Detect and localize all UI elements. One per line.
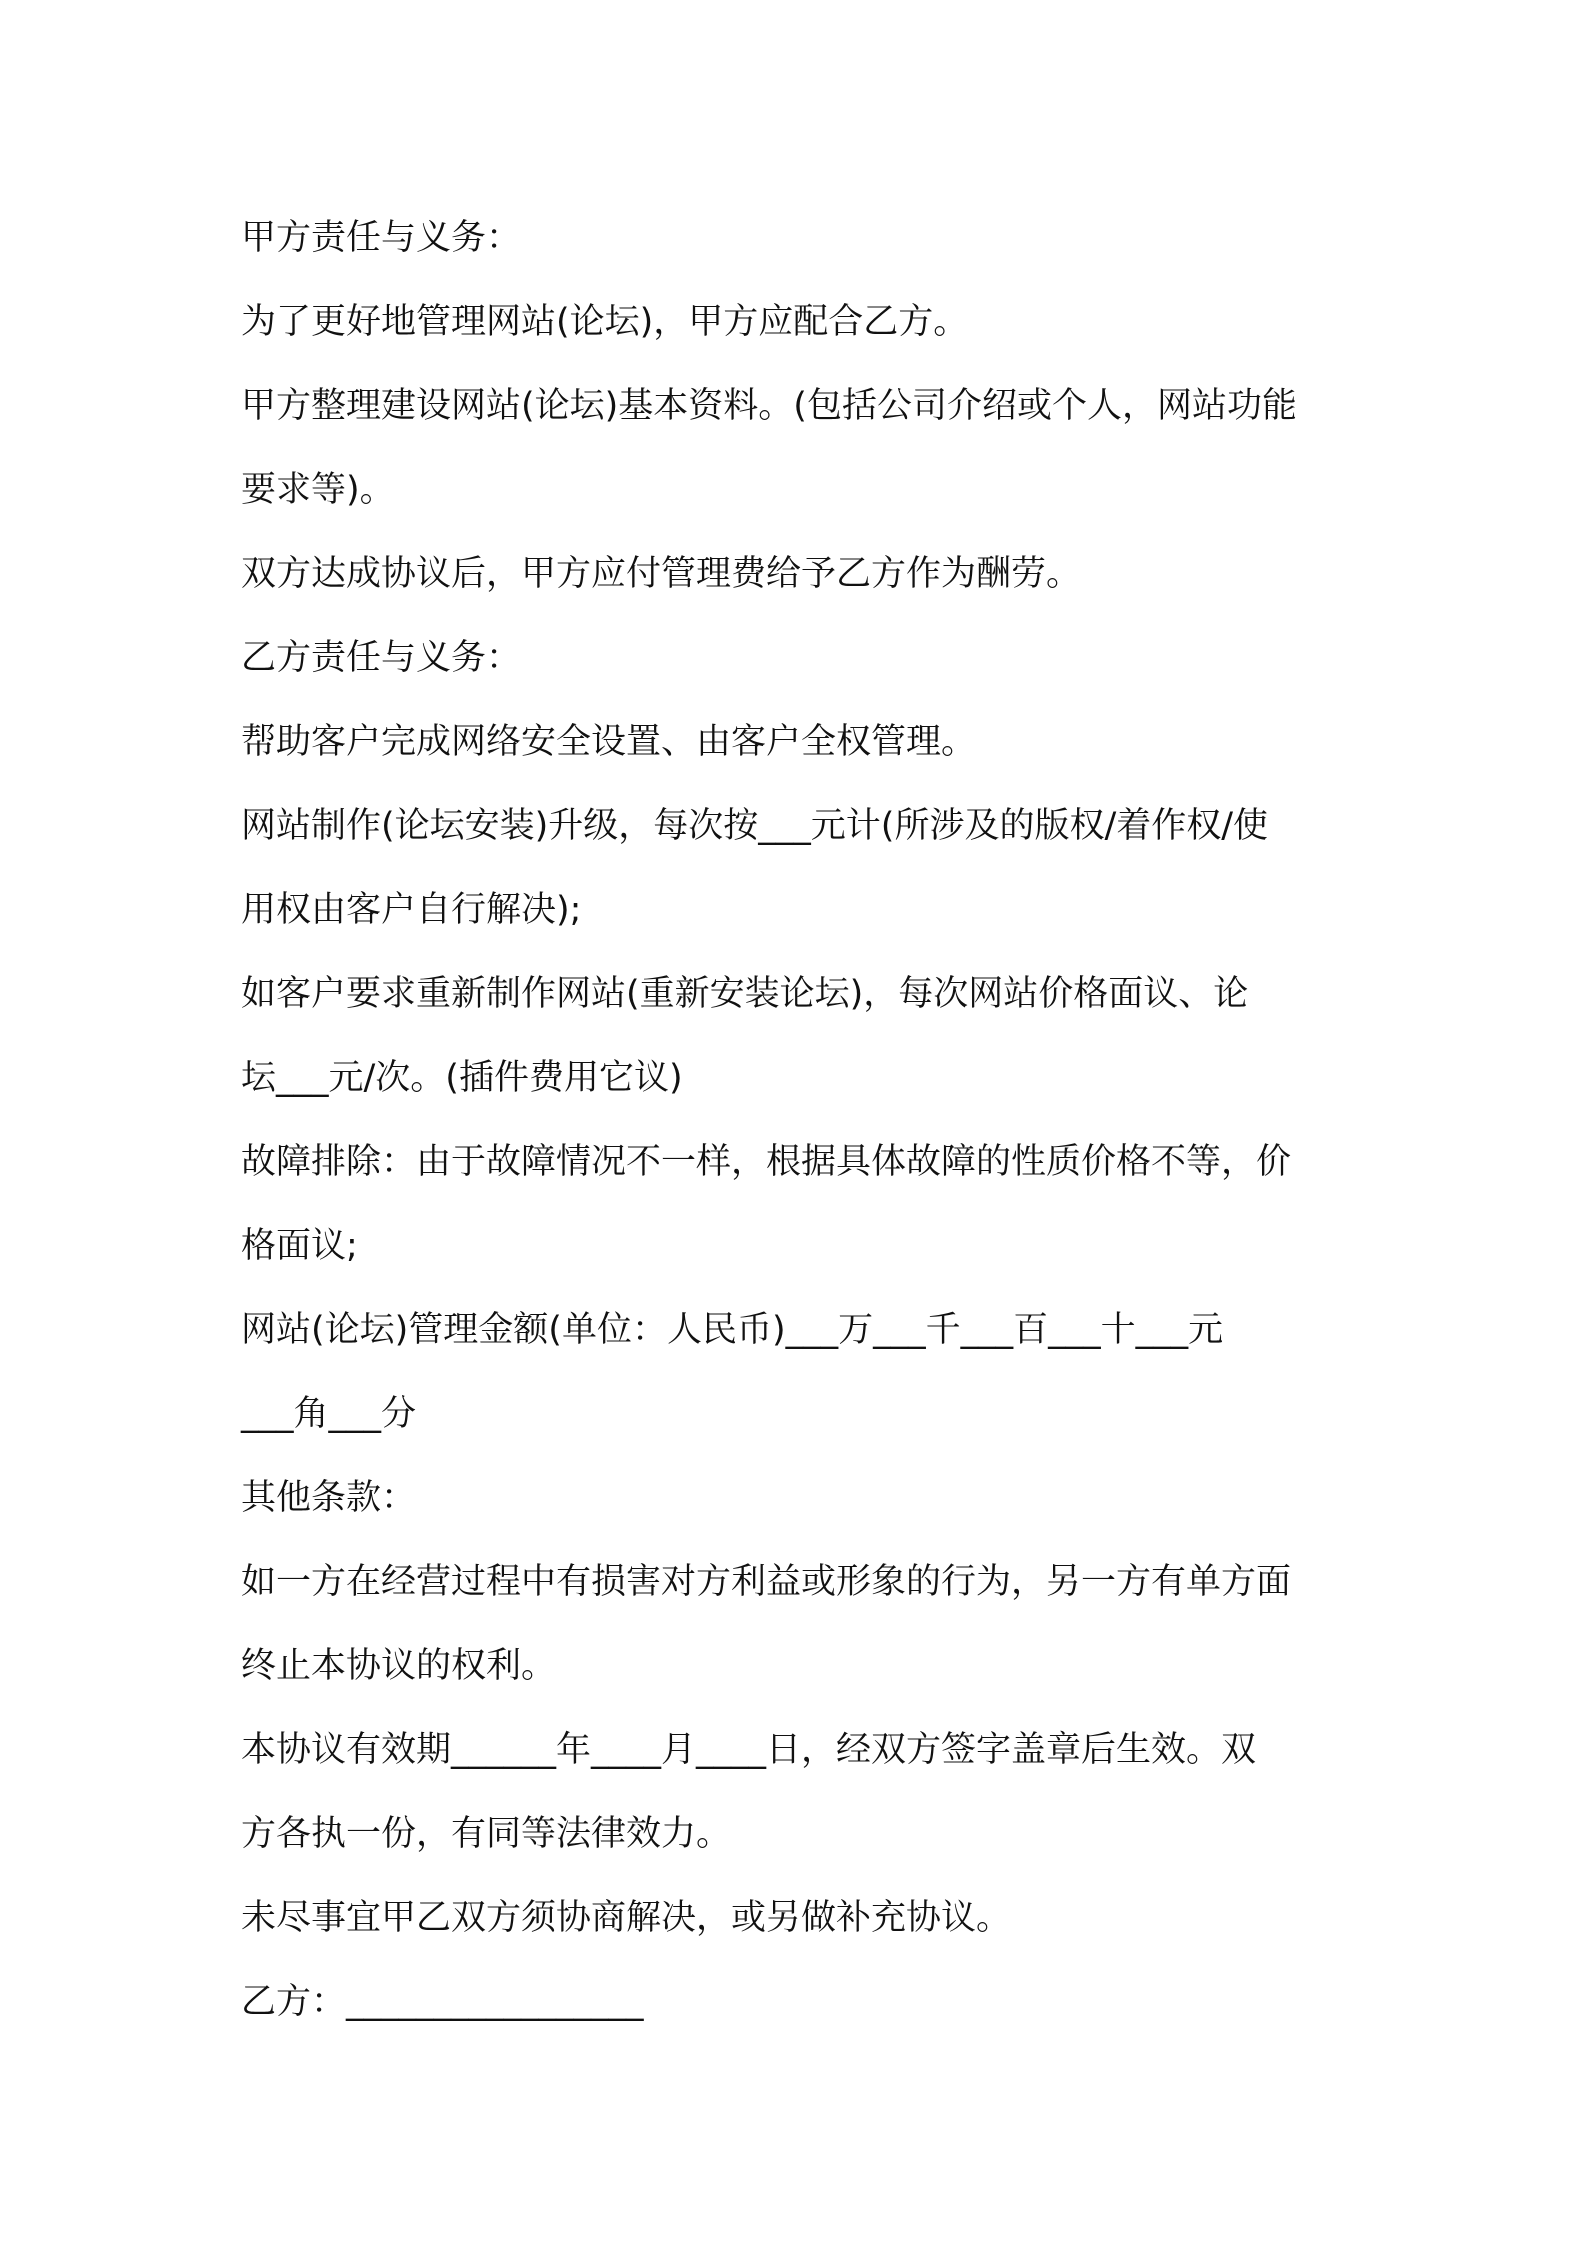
document-body [241, 196, 1361, 2044]
paragraph-line: 甲方整理建设网站(论坛)基本资料。(包括公司介绍或个人，网站功能 [241, 386, 1297, 426]
paragraph-line: 本协议有效期______年____月____日，经双方签字盖章后生效。双 [241, 1730, 1257, 1770]
paragraph-line: 如客户要求重新制作网站(重新安装论坛)，每次网站价格面议、论 [241, 974, 1249, 1014]
section-heading-other-terms: 其他条款： [241, 1478, 417, 1518]
paragraph-line: 格面议; [241, 1226, 358, 1266]
section-heading-party-a: 甲方责任与义务： [241, 218, 522, 258]
paragraph-line: 要求等)。 [241, 470, 395, 510]
paragraph-line: 用权由客户自行解决); [241, 890, 582, 930]
signature-line-party-b: 乙方：_________________ [241, 1982, 644, 2022]
paragraph-line: 帮助客户完成网络安全设置、由客户全权管理。 [241, 722, 977, 762]
paragraph-line: 故障排除：由于故障情况不一样，根据具体故障的性质价格不等，价 [241, 1142, 1292, 1182]
paragraph-line: 坛___元/次。(插件费用它议) [241, 1058, 683, 1098]
paragraph-line: ___角___分 [241, 1394, 417, 1434]
paragraph-line: 网站制作(论坛安装)升级，每次按___元计(所涉及的版权/着作权/使 [241, 806, 1269, 846]
paragraph-line: 方各执一份，有同等法律效力。 [241, 1814, 732, 1854]
paragraph-line: 为了更好地管理网站(论坛)，甲方应配合乙方。 [241, 302, 969, 342]
paragraph-line: 终止本协议的权利。 [241, 1646, 557, 1686]
paragraph-line: 双方达成协议后，甲方应付管理费给予乙方作为酬劳。 [241, 554, 1082, 594]
paragraph-line: 网站(论坛)管理金额(单位：人民币)___万___千___百___十___元 [241, 1310, 1224, 1350]
paragraph-line: 未尽事宜甲乙双方须协商解决，或另做补充协议。 [241, 1898, 1012, 1938]
section-heading-party-b: 乙方责任与义务： [241, 638, 522, 678]
paragraph-line: 如一方在经营过程中有损害对方利益或形象的行为，另一方有单方面 [241, 1562, 1292, 1602]
